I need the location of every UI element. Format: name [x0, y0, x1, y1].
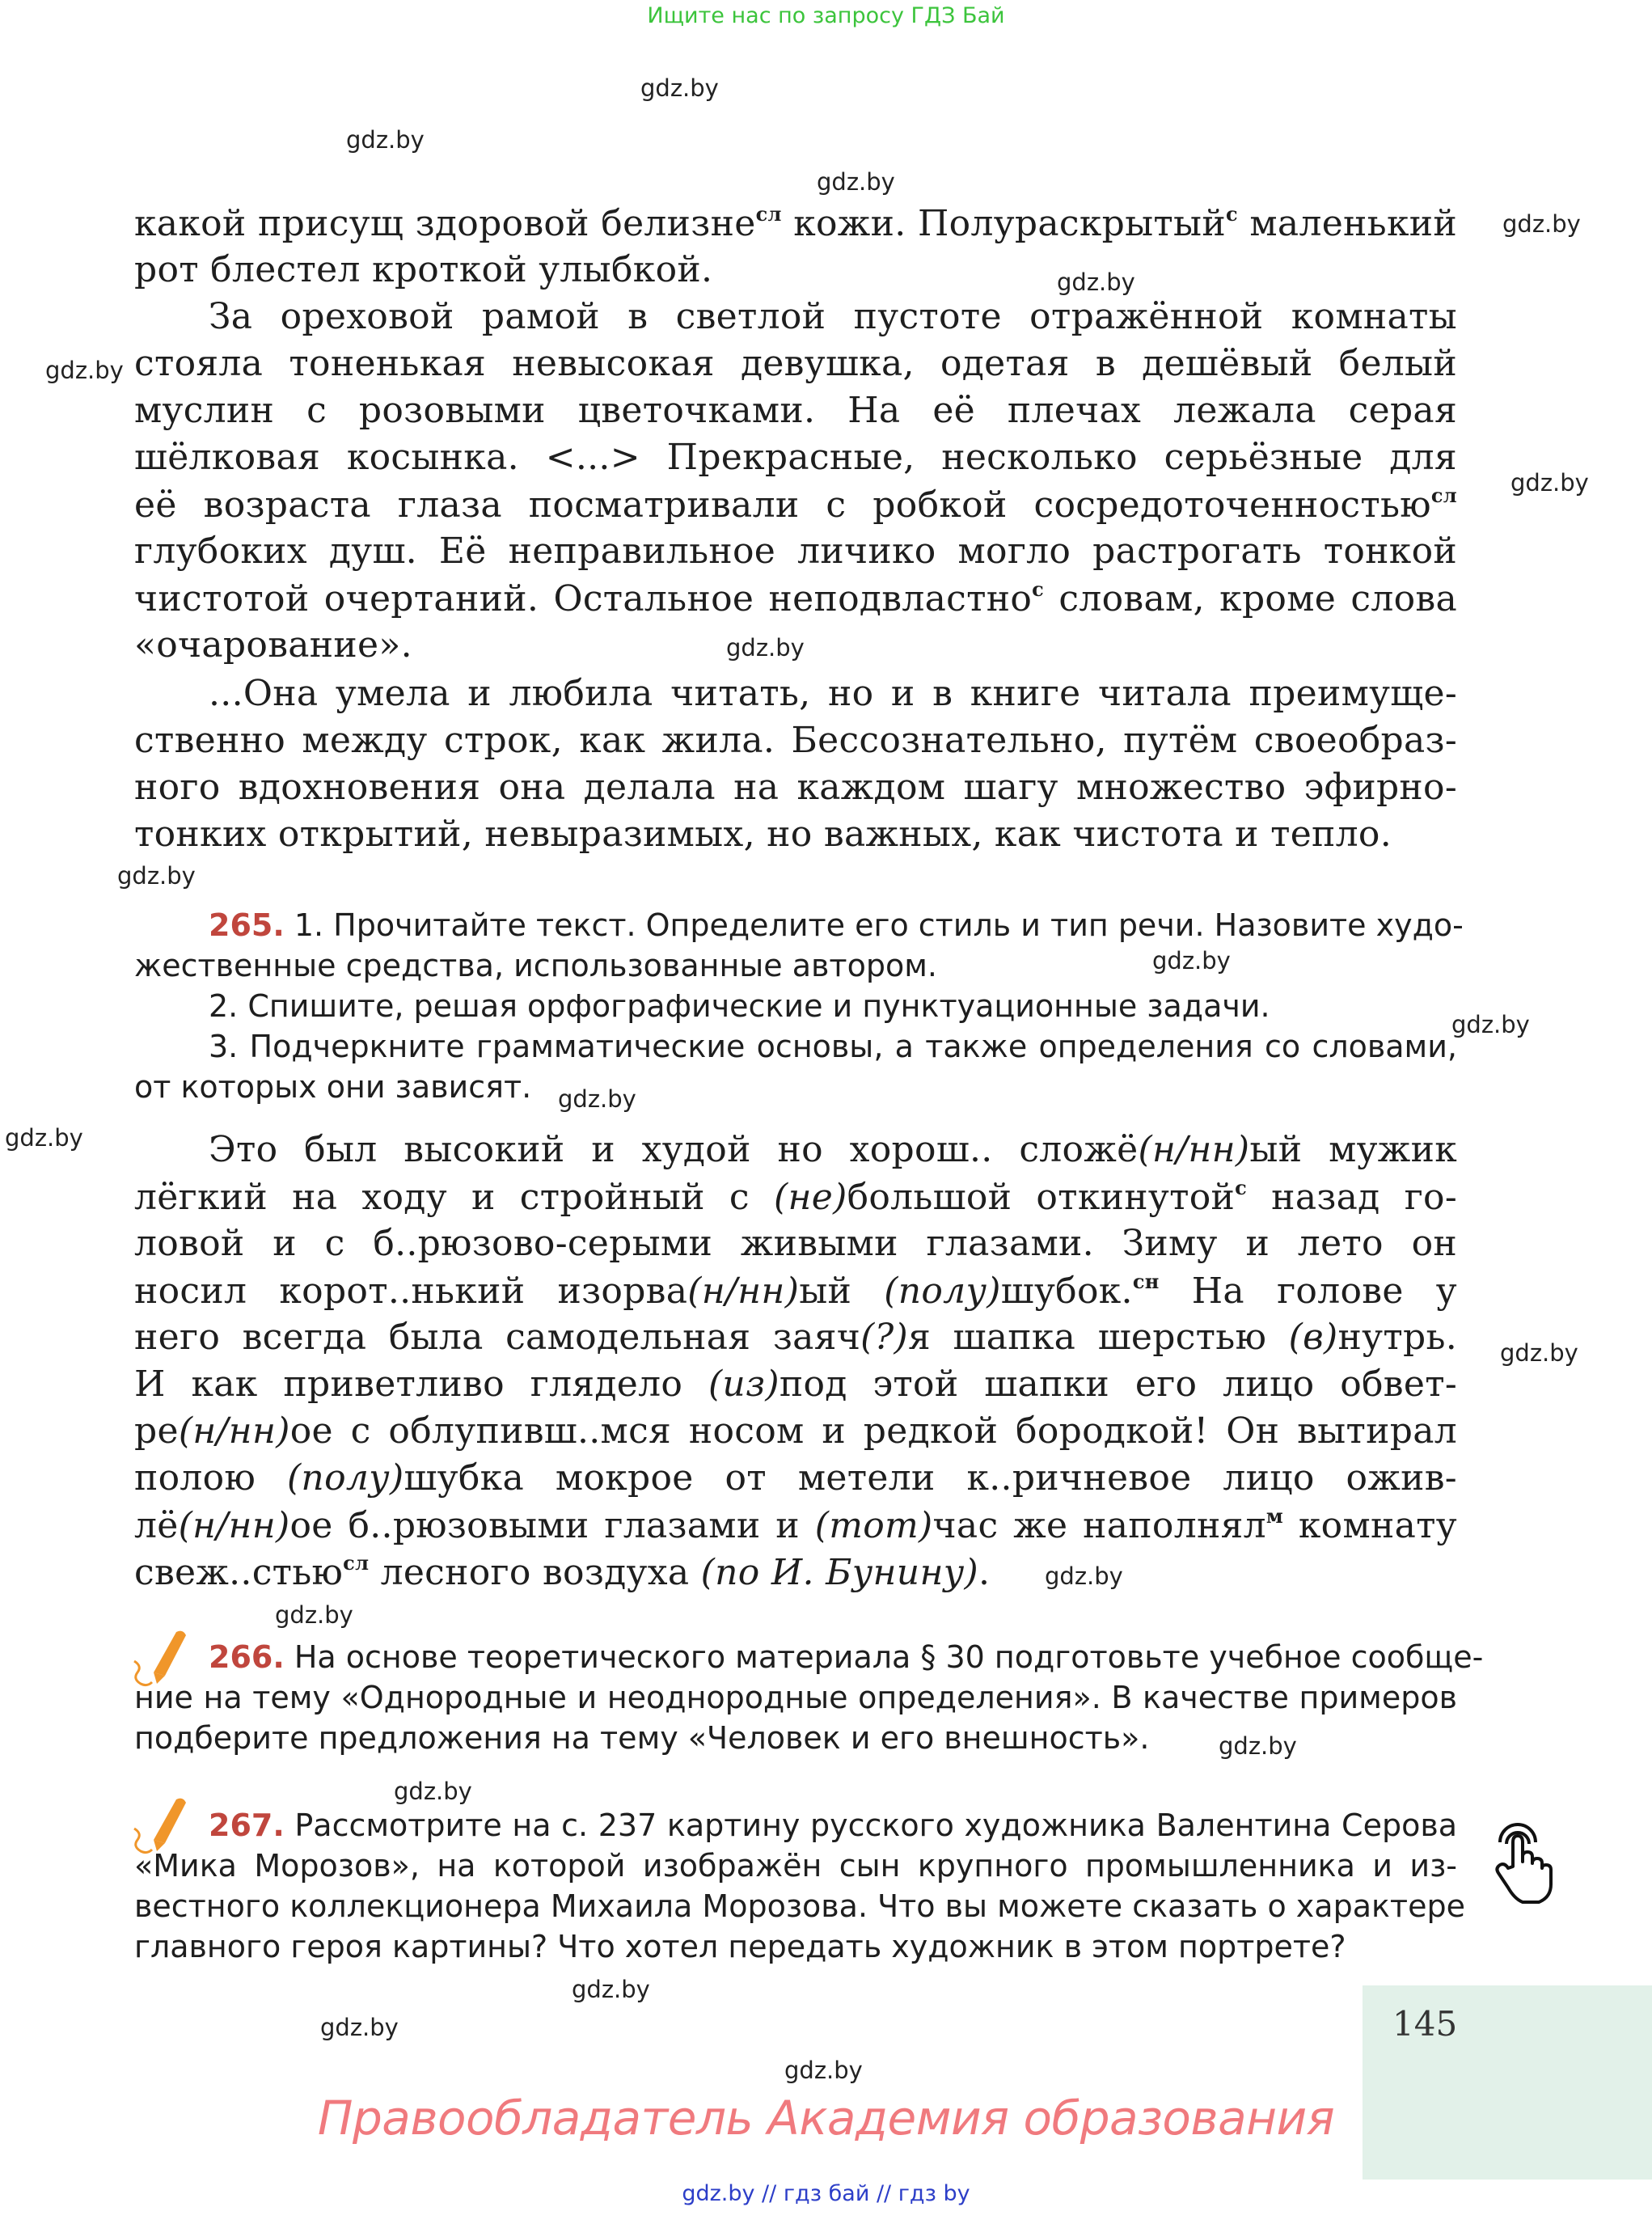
task-line	[134, 1888, 1465, 1924]
text-run: какой присущ здоровой белизне	[134, 203, 756, 244]
text-line	[134, 1317, 1457, 1358]
italic-run: (полу)	[884, 1271, 1001, 1312]
text-run: Это был высокий и худой но хорош.. сложё	[209, 1129, 1139, 1170]
text-line	[134, 437, 1457, 478]
text-line	[209, 296, 1457, 337]
text-line	[134, 1551, 1457, 1593]
text-run: .	[978, 1552, 991, 1593]
text-line	[134, 624, 1457, 666]
text-line	[209, 673, 1457, 714]
italic-run: (н/нн)	[687, 1271, 800, 1312]
watermark: gdz.by	[346, 126, 425, 154]
task-text: «Мика Морозов», на которой изображён сын крупного промышленника и из-	[134, 1848, 1457, 1884]
text-run: носил корот..нький изорва	[134, 1271, 688, 1312]
text-line	[134, 343, 1457, 384]
task-text: Рассмотрите на с. 237 картину русского художника Валентина Серова	[284, 1808, 1457, 1843]
italic-run: (в)	[1288, 1317, 1338, 1358]
superscript-mark: сн	[1132, 1270, 1160, 1293]
text-run: рот блестел кроткой улыбкой.	[134, 249, 713, 290]
watermark: gdz.by	[1510, 469, 1589, 497]
text-run: ...Она умела и любила читать, но и в книге читала преимуще-	[209, 673, 1457, 714]
text-line	[209, 1129, 1457, 1170]
watermark: gdz.by	[1152, 947, 1231, 975]
task-text: жественные средства, использованные автором.	[134, 948, 937, 983]
superscript-mark: м	[1265, 1504, 1284, 1528]
text-run: ый мужик	[1249, 1129, 1457, 1170]
task-line	[209, 1639, 1484, 1675]
text-run: лё	[134, 1505, 179, 1546]
watermark: gdz.by	[817, 168, 895, 196]
text-line	[134, 1176, 1457, 1218]
text-run: стояла тоненькая невысокая девушка, одетая в дешёвый белый	[134, 343, 1457, 384]
text-run: чистотой очертаний. Остальное неподвластно	[134, 578, 1033, 619]
text-run: комнату	[1283, 1505, 1457, 1546]
text-run: ре	[134, 1410, 179, 1452]
text-run: «очарование».	[134, 624, 412, 666]
task-text: 2. Спишите, решая орфографические и пунктуационные задачи.	[209, 988, 1270, 1024]
bottom-links[interactable]: gdz.by // гдз бай // гдз by	[682, 2181, 970, 2206]
text-run: И как приветливо глядело	[134, 1364, 708, 1405]
superscript-mark: с	[1032, 577, 1045, 601]
task-text: На основе теоретического материала § 30 подготовьте учебное сообще-	[284, 1639, 1484, 1675]
text-run: муслин с розовыми цветочками. На её плечах лежала серая	[134, 390, 1457, 431]
italic-run: (не)	[774, 1177, 847, 1218]
task-text: 1. Прочитайте текст. Определите его стиль и тип речи. Назовите худо-	[284, 907, 1464, 943]
task-text: ние на тему «Однородные и неоднородные определения». В качестве примеров	[134, 1680, 1457, 1715]
task-line	[209, 1808, 1457, 1843]
task-line	[134, 1848, 1457, 1884]
task-line	[134, 1720, 1457, 1756]
text-run: ое с облупивш..мся носом и редкой бородкой! Он вытирал	[289, 1410, 1457, 1452]
task-line	[134, 948, 1457, 983]
task-line	[209, 907, 1464, 943]
task-line	[134, 1929, 1457, 1964]
task-line	[209, 1029, 1457, 1064]
text-run: шубка мокрое от метели к..ричневое лицо ожив-	[403, 1457, 1457, 1499]
italic-run: (из)	[708, 1364, 780, 1405]
hand-touch-icon	[1484, 1818, 1557, 1907]
italic-run: (полу)	[286, 1457, 404, 1499]
text-run: я шапка шерстью	[907, 1317, 1289, 1358]
text-line	[134, 1364, 1457, 1405]
watermark: gdz.by	[1057, 268, 1135, 296]
task-line	[134, 1680, 1457, 1715]
watermark: gdz.by	[45, 357, 124, 384]
text-run: На голове у	[1159, 1271, 1457, 1312]
watermark: gdz.by	[572, 1976, 650, 2003]
watermark: gdz.by	[394, 1778, 472, 1805]
text-run: ственно между строк, как жила. Бессознательно, путём своеобраз-	[134, 720, 1457, 761]
text-run: под этой шапки его лицо обвет-	[779, 1364, 1457, 1405]
italic-run: (н/нн)	[178, 1505, 290, 1546]
task-line	[209, 988, 1457, 1024]
watermark: gdz.by	[5, 1124, 83, 1152]
text-run: шёлковая косынка. <...> Прекрасные, несколько серьёзные для	[134, 437, 1457, 478]
text-line	[134, 249, 1457, 290]
text-line	[134, 202, 1457, 244]
watermark: gdz.by	[1500, 1339, 1578, 1367]
task-number: 266.	[209, 1639, 285, 1675]
text-line	[134, 814, 1457, 855]
text-run: За ореховой рамой в светлой пустоте отражённой комнаты	[209, 296, 1457, 337]
text-run: назад го-	[1247, 1177, 1458, 1218]
superscript-mark: сл	[755, 202, 782, 226]
task-number: 267.	[209, 1808, 285, 1843]
text-run: ного вдохновения она делала на каждом шагу множество эфирно-	[134, 767, 1457, 808]
superscript-mark: с	[1235, 1176, 1248, 1199]
task-text: вестного коллекционера Михаила Морозова. Что вы можете сказать о характере	[134, 1888, 1465, 1924]
text-line	[134, 1270, 1457, 1312]
text-run: кожи. Полураскрытый	[781, 203, 1226, 244]
text-run: словам, кроме слова	[1044, 578, 1458, 619]
text-run: глубоких душ. Её неправильное личико могло растрогать тонкой	[134, 531, 1457, 572]
text-run: тонких открытий, невыразимых, но важных, как чистота и тепло.	[134, 814, 1392, 855]
italic-run: (?)	[860, 1317, 908, 1358]
italic-run: (по И. Бунину)	[700, 1552, 979, 1593]
watermark: gdz.by	[275, 1601, 353, 1629]
task-text: от которых они зависят.	[134, 1069, 532, 1105]
text-run: ловой и с б..рюзово-серыми живыми глазами. Зиму и лето он	[134, 1223, 1457, 1264]
task-text: главного героя картины? Что хотел передать художник в этом портрете?	[134, 1929, 1346, 1964]
page-number: 145	[1392, 2004, 1458, 2044]
watermark: gdz.by	[784, 2057, 863, 2084]
superscript-mark: сл	[1430, 484, 1457, 507]
watermark: gdz.by	[726, 634, 805, 662]
text-line	[134, 390, 1457, 431]
task-number: 265.	[209, 907, 285, 943]
text-line	[134, 1223, 1457, 1264]
text-run: маленький	[1237, 203, 1457, 244]
text-run: ый	[799, 1271, 885, 1312]
text-run: полою	[134, 1457, 287, 1499]
watermark: gdz.by	[640, 74, 719, 102]
text-line	[134, 1410, 1457, 1452]
text-line	[134, 767, 1457, 808]
watermark: gdz.by	[117, 862, 196, 890]
text-run: час же наполнял	[932, 1505, 1266, 1546]
text-run: лесного воздуха	[369, 1552, 701, 1593]
watermark: gdz.by	[1045, 1562, 1123, 1590]
text-line	[134, 577, 1457, 619]
task-line	[134, 1069, 1457, 1105]
watermark: gdz.by	[1219, 1732, 1297, 1760]
text-run: нутрь.	[1337, 1317, 1457, 1358]
text-line	[134, 484, 1457, 526]
watermark: gdz.by	[320, 2014, 399, 2041]
text-line	[134, 1504, 1457, 1546]
text-run: большой откинутой	[847, 1177, 1236, 1218]
italic-run: (н/нн)	[178, 1410, 290, 1452]
top-banner[interactable]: Ищите нас по запросу ГДЗ Бай	[647, 3, 1005, 28]
task-text: 3. Подчеркните грамматические основы, а также определения со словами,	[209, 1029, 1457, 1064]
text-line	[134, 531, 1457, 572]
text-run: свеж..стью	[134, 1552, 344, 1593]
watermark: gdz.by	[558, 1085, 636, 1113]
copyright-footer: Правообладатель Академия образования	[317, 2091, 1335, 2146]
text-run: её возраста глаза посматривали с робкой сосредоточенностью	[134, 484, 1431, 526]
text-run: ое б..рюзовыми глазами и	[289, 1505, 815, 1546]
task-text: подберите предложения на тему «Человек и его внешность».	[134, 1720, 1150, 1756]
superscript-mark: с	[1226, 202, 1238, 226]
watermark: gdz.by	[1502, 210, 1581, 238]
superscript-mark: сл	[343, 1551, 370, 1575]
text-run: шубок.	[1000, 1271, 1133, 1312]
italic-run: (н/нн)	[1138, 1129, 1250, 1170]
text-run: лёгкий на ходу и стройный с	[134, 1177, 774, 1218]
watermark: gdz.by	[1451, 1011, 1530, 1038]
text-run: него всегда была самодельная заяч	[134, 1317, 861, 1358]
italic-run: (тот)	[814, 1505, 933, 1546]
text-line	[134, 720, 1457, 761]
text-line	[134, 1457, 1457, 1499]
